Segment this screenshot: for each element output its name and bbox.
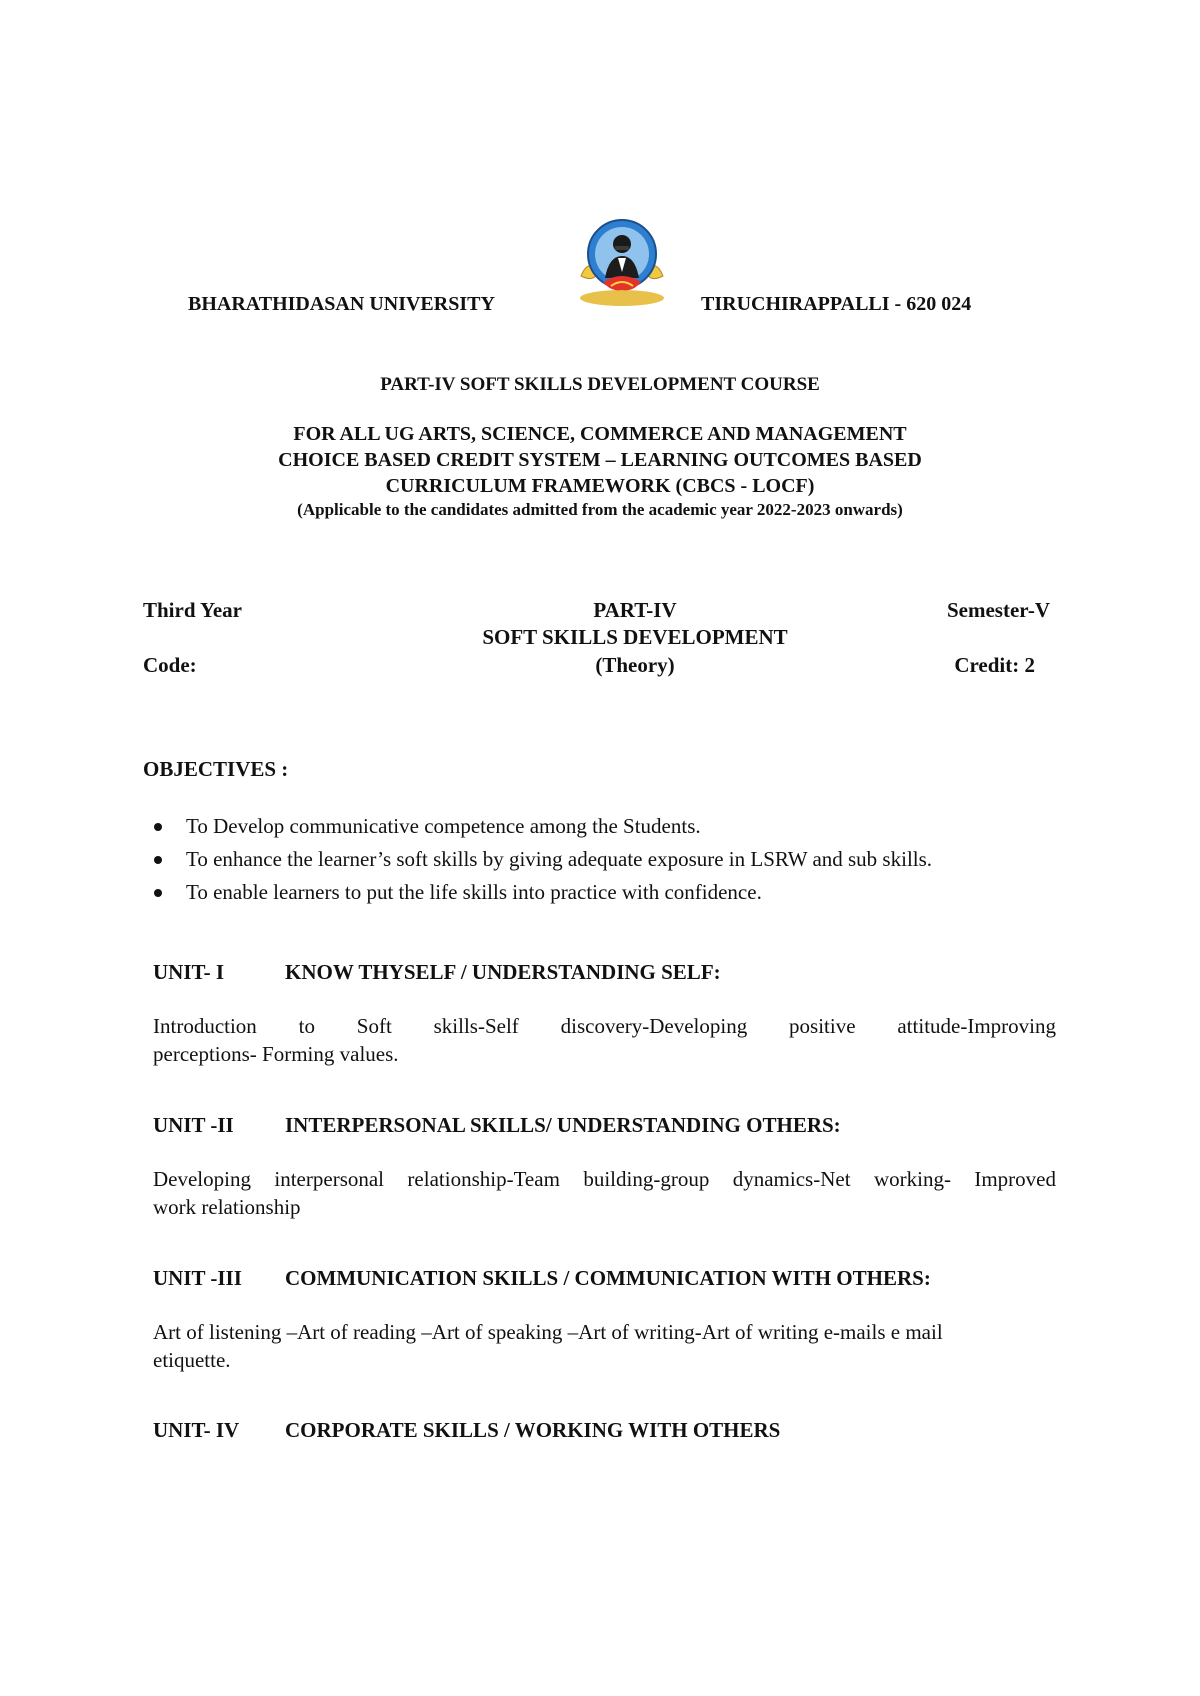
unit-4-title: CORPORATE SKILLS / WORKING WITH OTHERS: [285, 1418, 781, 1442]
bullet-icon: [154, 823, 162, 831]
code-label: Code:: [143, 653, 197, 677]
year-label: Third Year: [143, 598, 242, 622]
part-label: PART-IV: [593, 598, 677, 622]
bullet-icon: [154, 856, 162, 864]
course-title: PART-IV SOFT SKILLS DEVELOPMENT COURSE: [380, 374, 820, 395]
course-type: (Theory): [595, 653, 675, 677]
unit-2-title: INTERPERSONAL SKILLS/ UNDERSTANDING OTHERS:: [285, 1113, 841, 1137]
unit-1-number: UNIT- I: [153, 960, 224, 984]
unit-3-number: UNIT -III: [153, 1266, 242, 1290]
bullet-icon: [154, 889, 162, 897]
semester-label: Semester-V: [946, 598, 1050, 622]
list-item: To Develop communicative competence among the Students.: [148, 810, 932, 843]
unit-2-content: Developing interpersonal relationship-Team building-group dynamics-Net working- Improved: [153, 1167, 1056, 1191]
unit-3-content: Art of listening –Art of reading –Art of speaking –Art of writing-Art of writing e-mails e mail: [153, 1320, 943, 1344]
cbcs-line: CHOICE BASED CREDIT SYSTEM – LEARNING OUTCOMES BASED: [278, 449, 922, 471]
unit-2-number: UNIT -II: [153, 1113, 234, 1137]
university-seal-logo: [577, 212, 667, 308]
course-name: SOFT SKILLS DEVELOPMENT: [482, 625, 788, 649]
university-location: TIRUCHIRAPPALLI - 620 024: [701, 293, 972, 315]
admission-note: (Applicable to the candidates admitted from the academic year 2022-2023 onwards): [297, 500, 903, 519]
university-name: BHARATHIDASAN UNIVERSITY: [188, 293, 495, 315]
unit-3-title: COMMUNICATION SKILLS / COMMUNICATION WITH OTHERS:: [285, 1266, 931, 1290]
objectives-list: [148, 810, 932, 909]
applicability-line: FOR ALL UG ARTS, SCIENCE, COMMERCE AND MANAGEMENT: [293, 423, 907, 445]
credit-label: Credit: 2: [954, 653, 1035, 677]
framework-line: CURRICULUM FRAMEWORK (CBCS - LOCF): [385, 475, 815, 497]
unit-2-content-cont: work relationship: [153, 1195, 301, 1219]
unit-1-title: KNOW THYSELF / UNDERSTANDING SELF:: [285, 960, 721, 984]
list-item: To enable learners to put the life skills into practice with confidence.: [148, 876, 932, 909]
unit-1-content: Introduction to Soft skills-Self discovery-Developing positive attitude-Improving: [153, 1014, 1056, 1038]
objectives-heading: OBJECTIVES :: [143, 757, 289, 781]
unit-1-content-cont: perceptions- Forming values.: [153, 1042, 399, 1066]
list-item: To enhance the learner’s soft skills by giving adequate exposure in LSRW and sub skills.: [148, 843, 932, 876]
unit-4-number: UNIT- IV: [153, 1418, 240, 1442]
unit-3-content-cont: etiquette.: [153, 1348, 231, 1372]
